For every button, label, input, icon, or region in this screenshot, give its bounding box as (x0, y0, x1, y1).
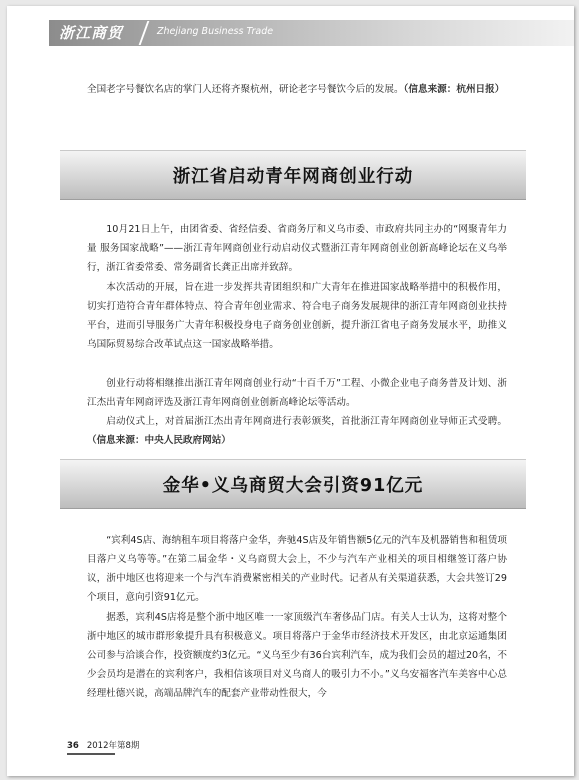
article2-paragraph-2: 据悉，宾利4S店将是整个浙中地区唯一一家顶级汽车奢侈品门店。有关人士认为，这将对整个浙中地区的城市群形象提升具有积极意义。项目将落户于金华市经济技术开发区，由北京运通集团公司参与洽谈合作，投资额度约3亿元。“义乌至少有36台宾利汽车，成为我们会员的超过20名，不少会员均是潜在的宾利客户，我相信该项目对义乌商人的吸引力不小。”义乌安福客汽车美容中心总经理杜德兴说，高端品牌汽车的配套产业带动性很大，今 (87, 612, 507, 699)
magazine-page (7, 6, 574, 776)
brand-logo-cn: 浙江商贸 (59, 24, 124, 42)
article2-title: 金华•义乌商贸大会引资91亿元 (162, 475, 424, 496)
article1-last-text: 启动仪式上，对首届浙江杰出青年网商进行表彰颁奖，首批浙江青年网商创业导师正式受聘。 (106, 416, 507, 427)
footer-rule (67, 753, 115, 755)
article1-paragraph-1: 10月21日上午，由团省委、省经信委、省商务厅和义乌市委、市政府共同主办的“网聚青年力量 服务国家战略”——浙江青年网商创业行动启动仪式暨浙江青年网商创业创新高峰论坛在义乌举行，浙江省委常委、常务副省长龚正出席并致辞。 (87, 224, 507, 273)
header-divider (139, 21, 150, 45)
article1-title: 浙江省启动青年网商创业行动 (172, 166, 414, 187)
intro-source: （信息来源：杭州日报） (403, 84, 505, 95)
issue-label: 2012年第8期 (86, 741, 140, 751)
article1-source: （信息来源：中央人民政府网站） (87, 435, 231, 446)
article1-paragraph-2: 本次活动的开展，旨在进一步发挥共青团组织和广大青年在推进国家战略举措中的积极作用，切实打造符合青年群体特点、符合青年创业需求、符合电子商务发展规律的浙江青年网商创业扶持平台，进而引导服务广大青年积极投身电子商务创业创新，提升浙江省电子商务发展水平，助推义乌国际贸易综合改革试点这一国家战略举措。 (87, 282, 507, 350)
page-number: 36 (67, 741, 79, 751)
article1-paragraph-3: 创业行动将相继推出浙江青年网商创业行动“十百千万”工程、小微企业电子商务普及计划、浙江杰出青年网商评选及浙江青年网商创业创新高峰论坛等活动。 (87, 378, 507, 408)
article2-paragraph-1: “宾利4S店、海纳租车项目将落户金华，奔驰4S店及年销售额5亿元的汽车及机器销售和租赁项目落户义乌等等。”在第二届金华・义乌商贸大会上，不少与汽车产业相关的项目相继签订落户协议，浙中地区也将迎来一个与汽车消费紧密相关的产业时代。记者从有关渠道获悉，大会共签订29个项目，意向引资91亿元。 (87, 535, 507, 603)
page-header (49, 20, 574, 46)
intro-paragraph (87, 80, 507, 99)
intro-text: 全国老字号餐饮名店的掌门人还将齐聚杭州，研论老字号餐饮今后的发展。 (87, 84, 404, 95)
article1-paragraph-4 (87, 412, 507, 450)
article1-title-bar (60, 150, 526, 200)
article2-title-bar (60, 459, 526, 509)
brand-name-en: Zhejiang Business Trade (157, 26, 274, 37)
page-footer (67, 739, 139, 751)
